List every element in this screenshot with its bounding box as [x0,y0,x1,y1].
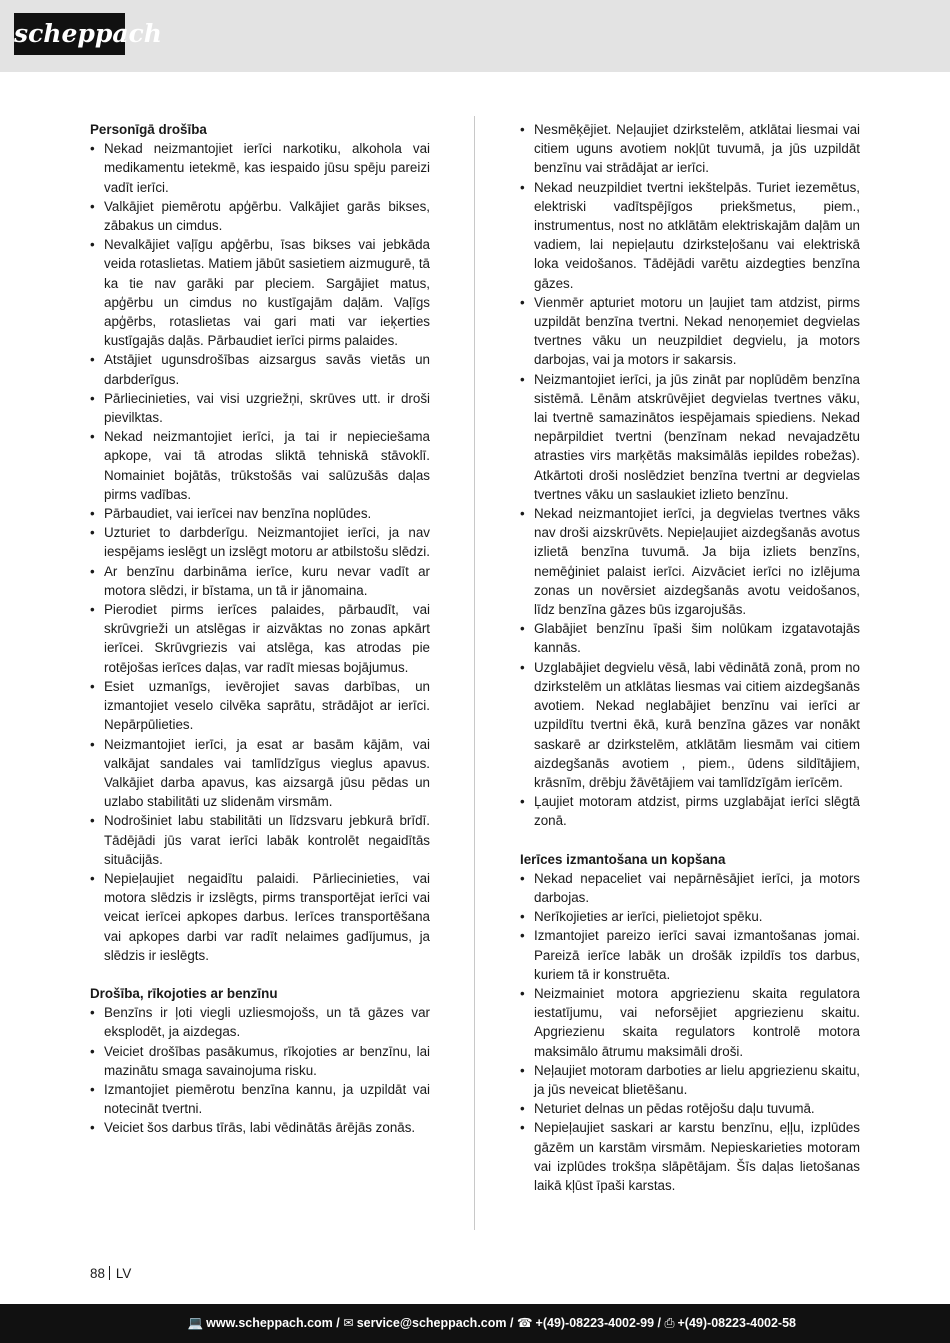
list-item: • Benzīns ir ļoti viegli uzliesmojošs, un tā gāzes var eksplodēt, ja aizdegas. [90,1003,430,1041]
list-item: • Nerīkojieties ar ierīci, pielietojot spēku. [520,907,860,926]
list-item: • Izmantojiet piemērotu benzīna kannu, ja uzpildāt vai notecināt tvertni. [90,1080,430,1118]
footer-contact-line [188,1304,796,1343]
list-item: • Nekad neizmantojiet ierīci narkotiku, alkohola vai medikamentu ietekmē, kas iespaido jūsu spēju pareizi vadīt ierīci. [90,139,430,197]
list-item: • Esiet uzmanīgs, ievērojiet savas darbības, un izmantojiet veselo cilvēka saprātu, strādājot ar ierīci. Nepārpūlieties. [90,677,430,735]
list-item: • Nesmēķējiet. Neļaujiet dzirkstelēm, atklātai liesmai vai citiem uguns avotiem nokļūt tuvumā, ja jūs uzpildāt benzīnu vai strādājat ar ierīci. [520,120,860,178]
scheppach-logo: scheppach [14,13,125,55]
section-title-fuel-safety: Drošība, rīkojoties ar benzīnu [90,985,278,1001]
list-item: • Nepieļaujiet negaidītu palaidi. Pārliecinieties, vai motora slēdzis ir izslēgts, pirms transportējat ierīci vai veicat ierīcei apkopes darbus. Ierīces transportēšana vai apkopes darbi var radīt nelaimes gadījumus, ja slēdzis ir ieslēgts. [90,869,430,965]
section-title-device-use: Ierīces izmantošana un kopšana [520,851,726,867]
list-item: • Neizmantojiet ierīci, ja jūs zināt par noplūdēm benzīna sistēmā. Lēnām atskrūvējiet degvielas tvertnes vāku, lai tvertnē samazinātos iespējamais spiediens. Nekad nepārpildiet tvertni (benzīnam nekad nevajadzētu atrasties virs marķētās maksimālās iepildes robežas). Atkārtoti droši noslēdziet benzīna tvertni ar degvielas tvertnes vāku un saslaukiet izlieto benzīnu. [520,370,860,504]
device-use-list [520,869,860,1195]
footer-phone: +(49)-08223-4002-99 [535,1316,655,1330]
list-item: • Neizmantojiet ierīci, ja esat ar basām kājām, vai valkājat sandales vai tamlīdzīgus vieglus apavus. Valkājiet darba apavus, kas aizsargā jūsu pēdas un uzlabo stabilitāti uz slidenām virsmām. [90,735,430,812]
page-language: LV [115,1266,132,1281]
list-item: • Neļaujiet motoram darboties ar lielu apgriezienu skaitu, ja jūs neveicat blietēšanu. [520,1061,860,1099]
list-item: • Nekad neizmantojiet ierīci, ja degvielas tvertnes vāks nav droši aizskrūvēts. Nepieļaujiet aizdegšanās avotus izlietā benzīna tuvumā. Ja bija izliets benzīns, nemēģiniet palaist ierīci. Aizvāciet ierīci no izlējuma zonas un novērsiet aizdegšanās avotu veidošanos, līdz benzīna gāzes būs izgarojušās. [520,504,860,619]
page-number-block [90,1266,131,1282]
section-title-personal-safety: Personīgā drošība [90,122,207,137]
list-item: • Nepieļaujiet saskari ar karstu benzīnu, eļļu, izplūdes gāzēm un karstām virsmām. Nepieskarieties motoram vai izplūdes trokšņa slāpētājam. Šīs daļas lietošanas laikā kļūst īpaši karstas. [520,1118,860,1195]
list-item: • Ar benzīnu darbināma ierīce, kuru nevar vadīt ar motora slēdzi, ir bīstama, un tā ir jānomaina. [90,562,430,600]
left-column [90,120,430,1138]
list-item: • Pierodiet pirms ierīces palaides, pārbaudīt, vai skrūvgrieži un atslēgas ir aizvāktas no zonas apkārt ierīcei. Skrūvgriezis vai atslēga, kas atrodas pie rotējošas ierīces daļas, var radīt miesas bojājumus. [90,600,430,677]
phone-icon: ☎ [516,1316,533,1330]
list-item: • Neturiet delnas un pēdas rotējošu daļu tuvumā. [520,1099,860,1118]
personal-safety-list [90,139,430,965]
footer-email[interactable]: service@scheppach.com [356,1316,507,1330]
column-divider [474,116,475,1230]
section-spacer [90,965,430,984]
page-header [0,0,950,72]
list-item: • Uzturiet to darbderīgu. Neizmantojiet ierīci, ja nav iespējams ieslēgt un izslēgt motoru ar atbilstošu slēdzi. [90,523,430,561]
list-item: • Vienmēr apturiet motoru un ļaujiet tam atdzist, pirms uzpildāt benzīna tvertni. Nekad nenoņemiet degvielas tvertnes vāku un neuzpildiet degvielu, ja motors darbojas, vai ja motors ir sakarsis. [520,293,860,370]
fax-icon: ⎙ [664,1316,675,1330]
list-item: • Nodrošiniet labu stabilitāti un līdzsvaru jebkurā brīdī. Tādējādi jūs varat ierīci labāk kontrolēt negaidītās situācijās. [90,811,430,869]
list-item: • Uzglabājiet degvielu vēsā, labi vēdinātā zonā, prom no dzirkstelēm un atklātas liesmas vai citiem aizdegšanās avotiem. Nekad neglabājiet benzīnu vai ierīci ar uzpildītu tvertni ēkā, kurā benzīna gāzes var nonākt saskarē ar dzirkstelēm, atklātām liesmām vai citiem aizdegšanās avotiem , piem., ūdens sildītājiem, krāsnīm, drēbju žāvētājiem vai tamlīdzīgām ierīcēm. [520,658,860,792]
list-item: • Valkājiet piemērotu apģērbu. Valkājiet garās bikses, zābakus un cimdus. [90,197,430,235]
footer-separator: / [509,1316,514,1330]
list-item: • Nekad neizmantojiet ierīci, ja tai ir nepieciešama apkope, vai tā atrodas sliktā tehniskā stāvoklī. Nomainiet bojātās, trūkstošās vai salūzušās daļas pirms vadības. [90,427,430,504]
section-spacer [520,831,860,850]
footer-separator: / [336,1316,340,1330]
list-item: • Nekad nepaceliet vai nepārnēsājiet ierīci, ja motors darbojas. [520,869,860,907]
list-item: • Izmantojiet pareizo ierīci savai izmantošanas jomai. Pareizā ierīce labāk un drošāk izpildīs tos darbus, kuriem tā ir konstruēta. [520,926,860,984]
list-item: • Veiciet šos darbus tīrās, labi vēdinātās ārējās zonās. [90,1118,430,1137]
list-item: • Pārliecinieties, vai visi uzgriežņi, skrūves utt. ir droši pievilktas. [90,389,430,427]
list-item: • Nevalkājiet vaļīgu apģērbu, īsas bikses vai jebkāda veida rotaslietas. Matiem jābūt sasietiem aizmugurē, tā ka tie nav garāki par pleciem. Sargājiet matus, apģērbu un cimdus no kustīgajām daļām. Vaļīgs apģērbs, rotaslietas vai gari mati var ieķerties kustīgajās daļās. Pārbaudiet ierīci pirms palaides. [90,235,430,350]
list-item: • Neizmainiet motora apgriezienu skaita regulatora iestatījumu, vai neforsējiet apgriezienu skaitu. Apgriezienu skaita regulators kontrolē motora maksimālo ātrumu maksimāli droši. [520,984,860,1061]
computer-icon: 💻 [187,1316,204,1330]
footer-fax: +(49)-08223-4002-58 [677,1316,796,1330]
list-item: • Ļaujiet motoram atdzist, pirms uzglabājat ierīci slēgtā zonā. [520,792,860,830]
page-footer [0,1304,950,1343]
page-number: 88 [90,1266,105,1281]
fuel-safety-list [90,1003,430,1137]
list-item: • Nekad neuzpildiet tvertni iekštelpās. Turiet iezemētus, elektriski vadītspējīgos priekšmetus, piem., instrumentus, nost no atklātām elektriskajām daļām un vadiem, lai nepieļautu dzirksteļošanu vai elektriskā loka veidošanos. Tādējādi varētu aizdegties benzīna gāzes. [520,178,860,293]
page-number-divider [109,1266,110,1280]
right-column [520,120,860,1195]
footer-website[interactable]: www.scheppach.com [206,1316,333,1330]
list-item: • Veiciet drošības pasākumus, rīkojoties ar benzīnu, lai mazinātu smaga savainojuma risku. [90,1042,430,1080]
fuel-safety-list-continued [520,120,860,831]
list-item: • Atstājiet ugunsdrošības aizsargus savās vietās un darbderīgus. [90,350,430,388]
list-item: • Glabājiet benzīnu īpaši šim nolūkam izgatavotajās kannās. [520,619,860,657]
list-item: • Pārbaudiet, vai ierīcei nav benzīna noplūdes. [90,504,430,523]
mail-icon: ✉ [343,1316,354,1330]
footer-separator: / [657,1316,661,1330]
